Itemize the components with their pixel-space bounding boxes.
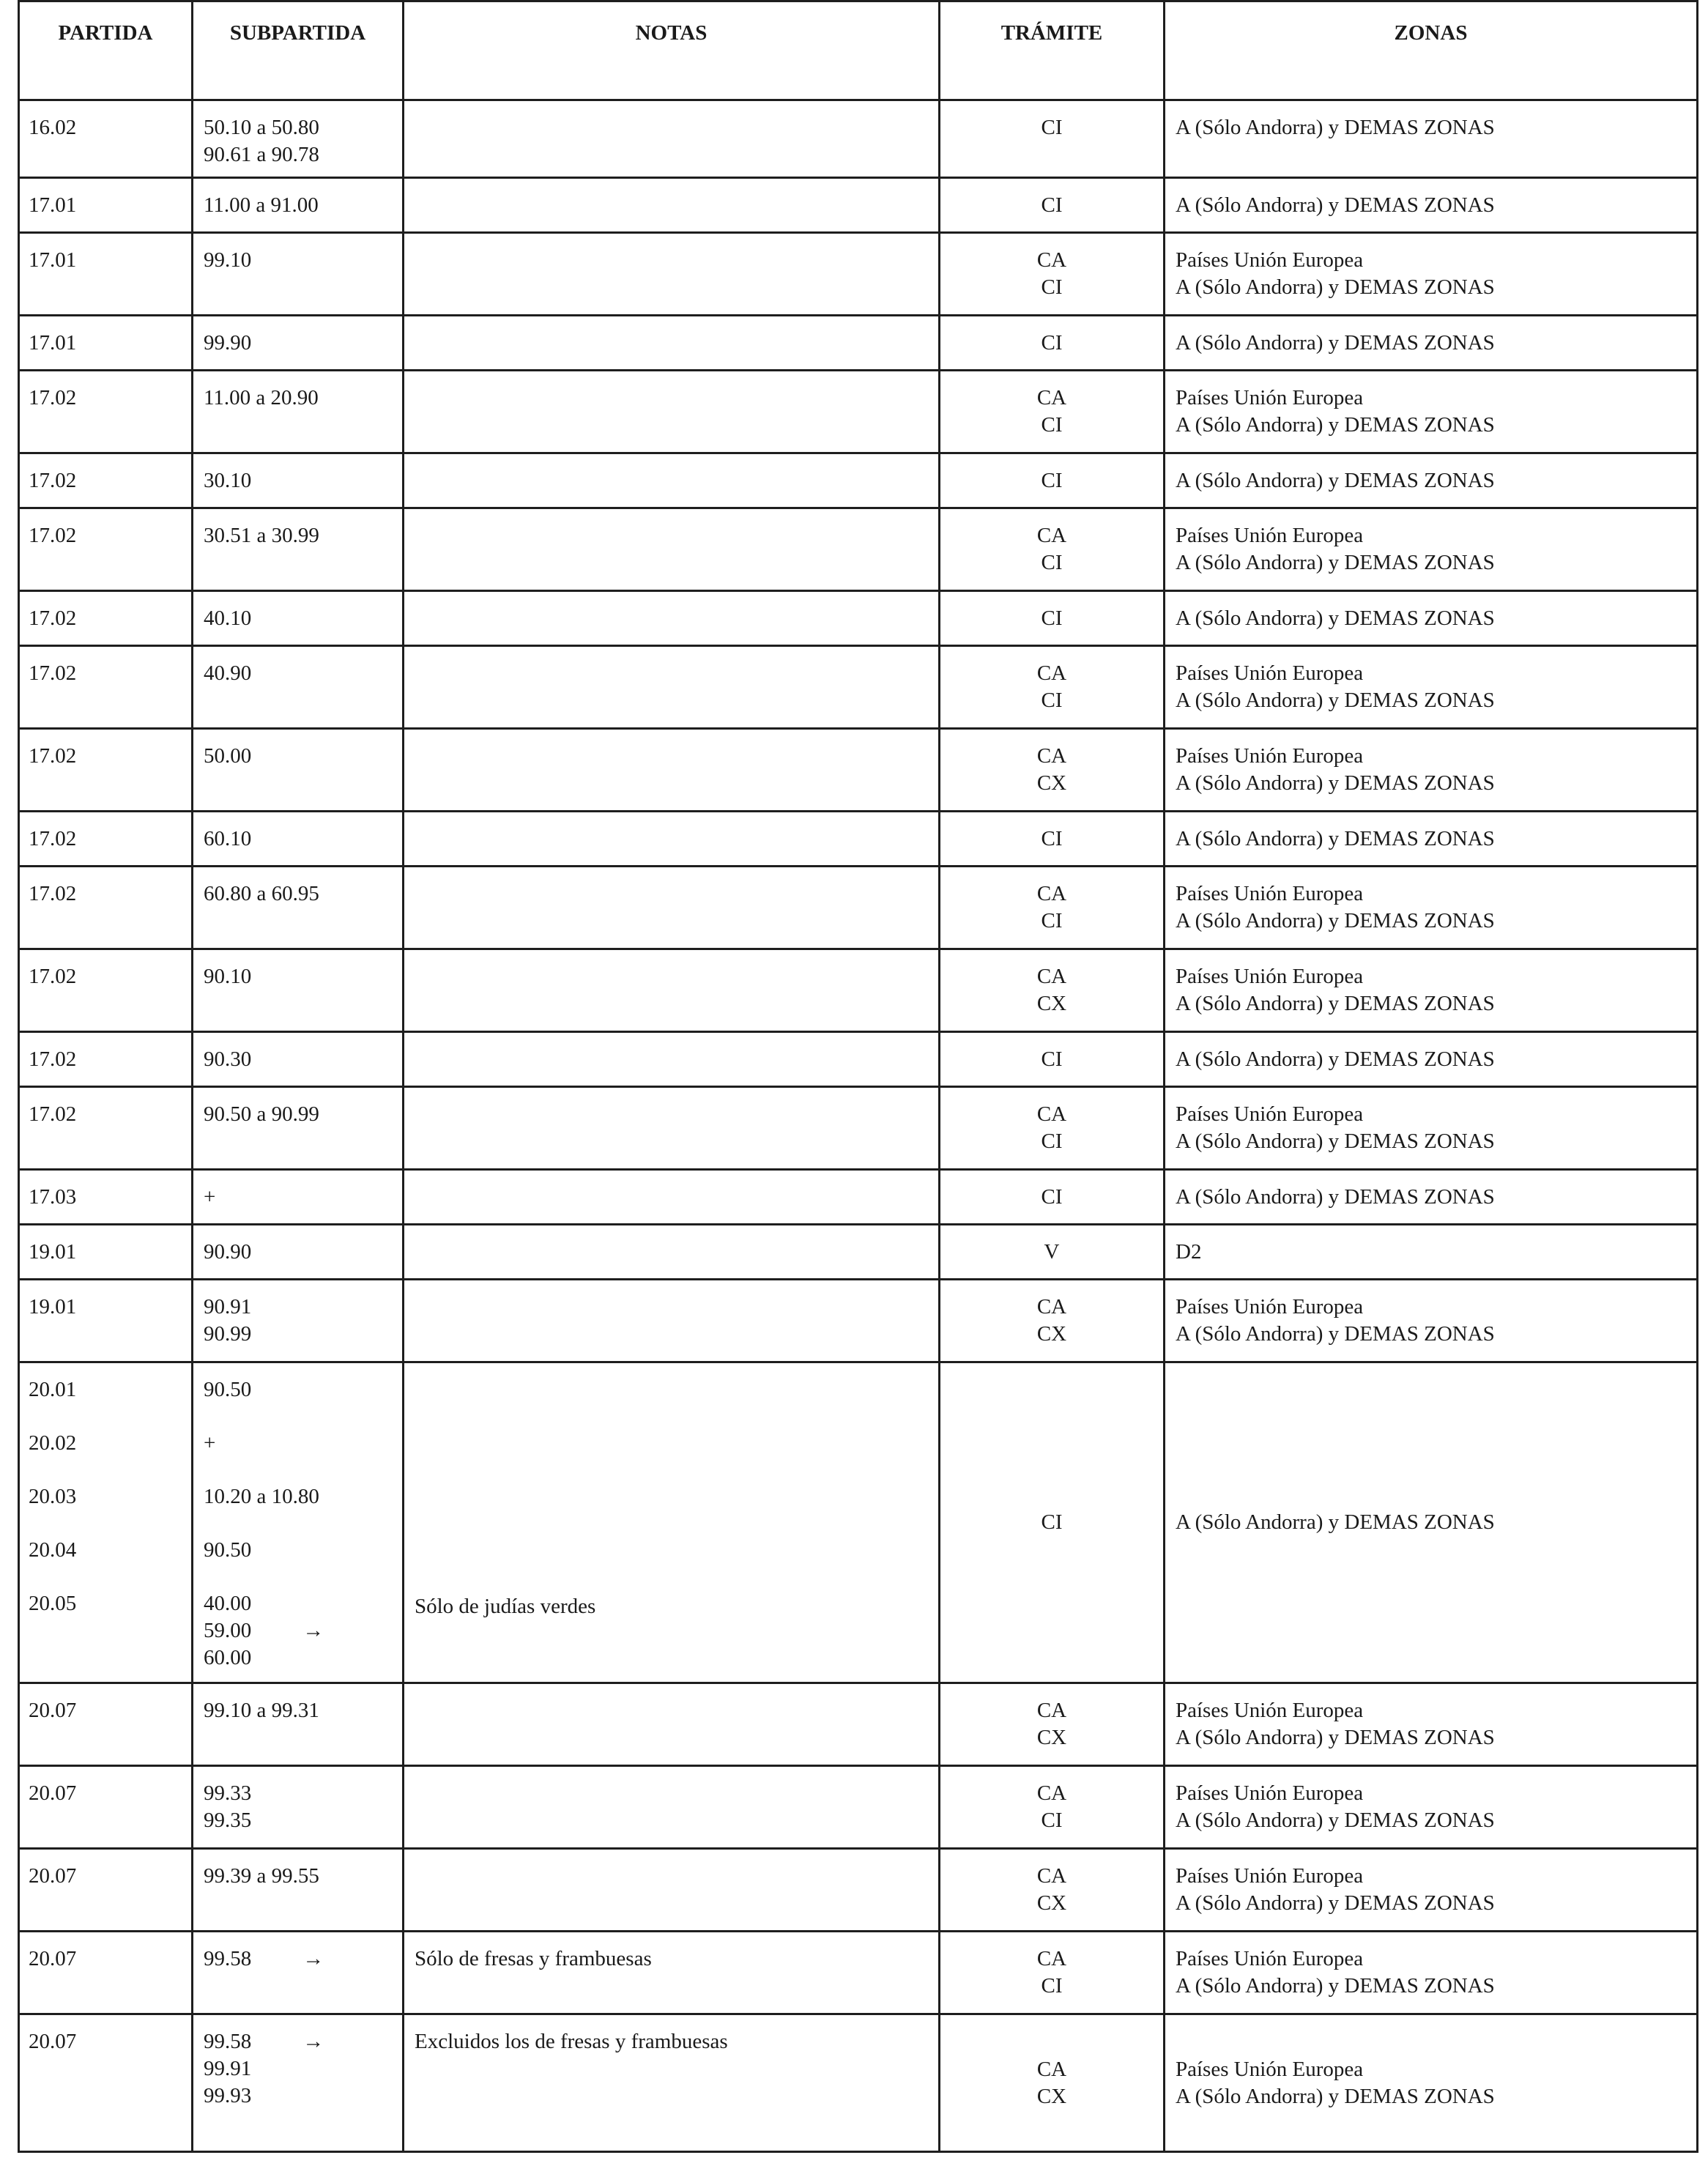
zonas-value: Países Unión Europea <box>1176 1947 1364 1970</box>
notas-spacer <box>415 1376 938 1593</box>
tramite-cell <box>940 508 1165 591</box>
zonas-cell <box>1165 729 1698 812</box>
zonas-value: D2 <box>1176 1240 1202 1264</box>
subpartida-cell <box>193 1766 404 1849</box>
tramite-cell <box>940 1766 1165 1849</box>
zonas-cell <box>1165 316 1698 371</box>
notas-cell: Sólo de fresas y frambuesas <box>404 1932 940 2014</box>
zonas-value: A (Sólo Andorra) y DEMAS ZONAS <box>1176 331 1495 355</box>
partida-cell: 17.02 <box>19 371 193 453</box>
subpartida-cell <box>193 100 404 178</box>
partida-cell: 19.01 <box>19 1280 193 1362</box>
notas-cell <box>404 867 940 949</box>
tramite-value: CA <box>1036 1864 1067 1888</box>
tramite-value: CI <box>1041 827 1063 850</box>
zonas-value: A (Sólo Andorra) y DEMAS ZONAS <box>1176 2085 1495 2108</box>
zonas-cell <box>1165 1087 1698 1170</box>
tramite-cell <box>940 1087 1165 1170</box>
partida-cell: 17.02 <box>19 812 193 867</box>
arrow-icon: → <box>302 1947 324 1970</box>
zonas-value: A (Sólo Andorra) y DEMAS ZONAS <box>1176 689 1495 712</box>
subpartida-cell <box>193 2014 404 2152</box>
notas-cell <box>404 1170 940 1225</box>
subpartida-cell <box>193 867 404 949</box>
zonas-cell <box>1165 1170 1698 1225</box>
subpartida-cell <box>193 729 404 812</box>
subpartida-cell <box>193 591 404 646</box>
subpartida-cell <box>193 233 404 316</box>
zonas-value: Países Unión Europea <box>1176 744 1364 768</box>
zonas-value: A (Sólo Andorra) y DEMAS ZONAS <box>1176 1185 1495 1209</box>
zonas-value: Países Unión Europea <box>1176 386 1364 409</box>
notas-value: Sólo de judías verdes <box>415 1595 596 1618</box>
subpartida-value: 90.10 <box>204 965 252 988</box>
tramite-value: CI <box>1041 1130 1063 1153</box>
notas-cell <box>404 100 940 178</box>
zonas-value: Países Unión Europea <box>1176 661 1364 685</box>
zonas-value: A (Sólo Andorra) y DEMAS ZONAS <box>1176 275 1495 299</box>
partida-cell: 20.07 <box>19 1849 193 1932</box>
zonas-value: A (Sólo Andorra) y DEMAS ZONAS <box>1176 1974 1495 1998</box>
subpartida-value: 99.33 <box>204 1781 252 1805</box>
subpartida-value: 90.61 a 90.78 <box>204 143 319 166</box>
subpartida-cell <box>193 812 404 867</box>
tramite-value: CA <box>1036 1102 1067 1126</box>
zonas-value: Países Unión Europea <box>1176 965 1364 988</box>
partida-cell: 17.02 <box>19 1032 193 1087</box>
tramite-cell <box>940 949 1165 1032</box>
tramite-value: CA <box>1036 1699 1067 1722</box>
subpartida-value: 90.50 <box>204 1538 252 1562</box>
tramite-value: CI <box>1041 689 1063 712</box>
notas-cell <box>404 1087 940 1170</box>
zonas-cell <box>1165 1766 1698 1849</box>
subpartida-value: 60.80 a 60.95 <box>204 882 319 905</box>
header-partida: PARTIDA <box>19 1 193 100</box>
zonas-value: A (Sólo Andorra) y DEMAS ZONAS <box>1176 413 1495 437</box>
zonas-value: A (Sólo Andorra) y DEMAS ZONAS <box>1176 551 1495 574</box>
tramite-cell <box>940 867 1165 949</box>
zonas-cell <box>1165 591 1698 646</box>
zonas-value: A (Sólo Andorra) y DEMAS ZONAS <box>1176 1809 1495 1832</box>
partida-value: 20.03 <box>29 1485 77 1508</box>
partida-cell: 17.02 <box>19 949 193 1032</box>
subpartida-value: 99.58 → <box>204 1946 402 1973</box>
subpartida-value: 99.39 a 99.55 <box>204 1864 319 1888</box>
partida-cell: 16.02 <box>19 100 193 178</box>
table-row <box>19 591 1698 646</box>
tramite-value: CI <box>1041 1974 1063 1998</box>
header-row <box>19 1 1698 100</box>
zonas-value: A (Sólo Andorra) y DEMAS ZONAS <box>1176 1891 1495 1915</box>
tramite-value: CA <box>1036 965 1067 988</box>
notas-cell <box>404 178 940 233</box>
subpartida-cell <box>193 1032 404 1087</box>
table-row <box>19 949 1698 1032</box>
subpartida-value: 40.10 <box>204 607 252 630</box>
notas-cell <box>404 1849 940 1932</box>
tramite-cell <box>940 2014 1165 2152</box>
tramite-cell <box>940 1032 1165 1087</box>
zonas-value: A (Sólo Andorra) y DEMAS ZONAS <box>1176 1726 1495 1749</box>
partida-cell: 20.07 <box>19 1766 193 1849</box>
zonas-value: Países Unión Europea <box>1176 1781 1364 1805</box>
partida-cell: 17.02 <box>19 867 193 949</box>
tramite-cell <box>940 178 1165 233</box>
tramite-cell <box>940 316 1165 371</box>
subpartida-value: 99.10 <box>204 248 252 272</box>
zonas-cell <box>1165 371 1698 453</box>
tramite-value: CI <box>1041 469 1063 492</box>
subpartida-cell <box>193 1849 404 1932</box>
zonas-value: A (Sólo Andorra) y DEMAS ZONAS <box>1176 1047 1495 1071</box>
zonas-cell <box>1165 2014 1698 2152</box>
subpartida-value: 60.00 <box>204 1646 252 1669</box>
subpartida-value: 40.90 <box>204 661 252 685</box>
subpartida-value: 99.93 <box>204 2084 252 2107</box>
subpartida-cell <box>193 1225 404 1280</box>
partida-cell: 17.02 <box>19 729 193 812</box>
tramite-cell <box>940 100 1165 178</box>
partida-cell: 20.07 <box>19 2014 193 2152</box>
notas-cell <box>404 1032 940 1087</box>
subpartida-value: + <box>204 1185 216 1209</box>
zonas-cell <box>1165 1849 1698 1932</box>
partida-cell: 17.01 <box>19 233 193 316</box>
partida-value: 20.02 <box>29 1431 77 1455</box>
subpartida-value: 40.00 <box>204 1592 252 1615</box>
table-row <box>19 1932 1698 2014</box>
zonas-value: A (Sólo Andorra) y DEMAS ZONAS <box>1176 909 1495 932</box>
subpartida-cell <box>193 371 404 453</box>
tramite-value: CA <box>1036 524 1067 547</box>
tramite-value: CA <box>1036 744 1067 768</box>
table-row-group <box>19 1362 1698 1683</box>
notas-cell <box>404 949 940 1032</box>
partida-cell: 17.02 <box>19 453 193 508</box>
notas-cell <box>404 646 940 729</box>
partida-cell: 17.02 <box>19 646 193 729</box>
table-row <box>19 867 1698 949</box>
header-zonas: ZONAS <box>1165 1 1698 100</box>
table-row <box>19 1170 1698 1225</box>
table-row <box>19 233 1698 316</box>
partida-cell: 20.07 <box>19 1683 193 1766</box>
zonas-value: Países Unión Europea <box>1176 1295 1364 1318</box>
table-row <box>19 316 1698 371</box>
header-notas: NOTAS <box>404 1 940 100</box>
zonas-value: A (Sólo Andorra) y DEMAS ZONAS <box>1176 827 1495 850</box>
zonas-value: A (Sólo Andorra) y DEMAS ZONAS <box>1176 116 1495 139</box>
subpartida-value: 90.99 <box>204 1322 252 1346</box>
tramite-value: CI <box>1041 193 1063 217</box>
table-row <box>19 453 1698 508</box>
tramite-value: CA <box>1036 1781 1067 1805</box>
zonas-value: A (Sólo Andorra) y DEMAS ZONAS <box>1176 469 1495 492</box>
tramite-cell <box>940 1280 1165 1362</box>
tramite-value: CI <box>1041 607 1063 630</box>
subpartida-cell <box>193 949 404 1032</box>
zonas-cell <box>1165 646 1698 729</box>
notas-cell <box>404 233 940 316</box>
subpartida-value: 99.91 <box>204 2057 252 2080</box>
partida-cell: 17.02 <box>19 1087 193 1170</box>
tramite-value: CI <box>1041 413 1063 437</box>
partida-value: 20.01 <box>29 1378 77 1401</box>
subpartida-value: 90.50 a 90.99 <box>204 1102 319 1126</box>
notas-cell <box>404 591 940 646</box>
subpartida-cell <box>193 1170 404 1225</box>
tramite-value: CI <box>1041 1047 1063 1071</box>
subpartida-value: 50.10 a 50.80 <box>204 116 319 139</box>
subpartida-value: 50.00 <box>204 744 252 768</box>
partida-cell: 17.01 <box>19 316 193 371</box>
partida-cell: 20.07 <box>19 1932 193 2014</box>
tramite-value: CI <box>1041 909 1063 932</box>
subpartida-cell <box>193 178 404 233</box>
subpartida-cell <box>193 1087 404 1170</box>
tramite-value: CA <box>1036 1947 1067 1970</box>
notas-cell <box>404 1280 940 1362</box>
tramite-cell: CI <box>940 1362 1165 1683</box>
table-row <box>19 646 1698 729</box>
partida-cell <box>19 1362 193 1683</box>
zonas-cell <box>1165 233 1698 316</box>
tramite-cell <box>940 453 1165 508</box>
partida-cell: 19.01 <box>19 1225 193 1280</box>
notas-cell <box>404 316 940 371</box>
subpartida-cell <box>193 508 404 591</box>
tramite-value: CX <box>1036 1726 1067 1749</box>
tramite-cell <box>940 729 1165 812</box>
table-row <box>19 508 1698 591</box>
zonas-value: Países Unión Europea <box>1176 524 1364 547</box>
subpartida-cell <box>193 1932 404 2014</box>
subpartida-value: 90.50 <box>204 1378 252 1401</box>
tramite-value: CI <box>1041 275 1063 299</box>
notas-cell <box>404 1683 940 1766</box>
tramite-value: V <box>1044 1240 1060 1264</box>
subpartida-value: 90.90 <box>204 1240 252 1264</box>
tramite-value: CA <box>1036 1295 1067 1318</box>
tramite-value: CX <box>1036 2085 1067 2108</box>
table-row <box>19 178 1698 233</box>
zonas-cell <box>1165 100 1698 178</box>
tramite-cell <box>940 233 1165 316</box>
tramite-cell <box>940 1170 1165 1225</box>
tramite-cell <box>940 646 1165 729</box>
tramite-value: CX <box>1036 1322 1067 1346</box>
tramite-cell <box>940 1932 1165 2014</box>
tramite-value: CX <box>1036 992 1067 1015</box>
notas-cell <box>404 371 940 453</box>
zonas-cell <box>1165 867 1698 949</box>
tramite-value: CA <box>1036 661 1067 685</box>
table-row <box>19 1032 1698 1087</box>
table-row <box>19 1087 1698 1170</box>
table-body <box>19 100 1698 2152</box>
subpartida-value: 99.35 <box>204 1809 252 1832</box>
header-subpartida: SUBPARTIDA <box>193 1 404 100</box>
zonas-cell <box>1165 453 1698 508</box>
table-row <box>19 1280 1698 1362</box>
partida-value: 20.05 <box>29 1592 77 1615</box>
subpartida-value: 59.00 → <box>204 1617 402 1644</box>
subpartida-value: 99.90 <box>204 331 252 355</box>
zonas-value: Países Unión Europea <box>1176 1699 1364 1722</box>
zonas-value: A (Sólo Andorra) y DEMAS ZONAS <box>1176 992 1495 1015</box>
subpartida-value: 11.00 a 91.00 <box>204 193 319 217</box>
arrow-icon: → <box>302 2030 324 2053</box>
subpartida-value: 10.20 a 10.80 <box>204 1485 319 1508</box>
tramite-value: CA <box>1036 386 1067 409</box>
subpartida-cell <box>193 646 404 729</box>
header-tramite: TRÁMITE <box>940 1 1165 100</box>
table-row <box>19 1225 1698 1280</box>
notas-cell <box>404 1225 940 1280</box>
zonas-cell <box>1165 1280 1698 1362</box>
tramite-value: CI <box>1041 1185 1063 1209</box>
partida-cell: 17.01 <box>19 178 193 233</box>
partida-cell: 17.03 <box>19 1170 193 1225</box>
tramite-value: CI <box>1041 331 1063 355</box>
table-row <box>19 1766 1698 1849</box>
subpartida-value: 30.10 <box>204 469 252 492</box>
table-row <box>19 729 1698 812</box>
tramite-cell <box>940 371 1165 453</box>
tramite-cell <box>940 812 1165 867</box>
subpartida-value: 11.00 a 20.90 <box>204 386 319 409</box>
subpartida-value: 99.58 → <box>204 2028 402 2055</box>
zonas-cell <box>1165 178 1698 233</box>
subpartida-cell <box>193 1683 404 1766</box>
table-row <box>19 371 1698 453</box>
tramite-value: CA <box>1036 248 1067 272</box>
subpartida-cell <box>193 316 404 371</box>
tramite-value: CX <box>1036 771 1067 795</box>
tramite-value: CI <box>1041 116 1063 139</box>
zonas-cell: A (Sólo Andorra) y DEMAS ZONAS <box>1165 1362 1698 1683</box>
partida-value: 20.04 <box>29 1538 77 1562</box>
tramite-value: CX <box>1036 1891 1067 1915</box>
subpartida-value: 90.30 <box>204 1047 252 1071</box>
zonas-value: Países Unión Europea <box>1176 1864 1364 1888</box>
subpartida-value: 60.10 <box>204 827 252 850</box>
table-row <box>19 812 1698 867</box>
zonas-value: Países Unión Europea <box>1176 1102 1364 1126</box>
zonas-value: A (Sólo Andorra) y DEMAS ZONAS <box>1176 771 1495 795</box>
table-row <box>19 1849 1698 1932</box>
zonas-cell <box>1165 812 1698 867</box>
tramite-value: CA <box>1036 882 1067 905</box>
partida-cell: 17.02 <box>19 591 193 646</box>
arrow-icon: → <box>302 1619 324 1642</box>
notas-cell <box>404 453 940 508</box>
notas-cell: Excluidos los de fresas y frambuesas <box>404 2014 940 2152</box>
subpartida-cell <box>193 1362 404 1683</box>
zonas-value: A (Sólo Andorra) y DEMAS ZONAS <box>1176 193 1495 217</box>
zonas-value: A (Sólo Andorra) y DEMAS ZONAS <box>1176 1130 1495 1153</box>
tramite-value: CI <box>1041 551 1063 574</box>
zonas-cell <box>1165 1683 1698 1766</box>
zonas-value: A (Sólo Andorra) y DEMAS ZONAS <box>1176 1322 1495 1346</box>
notas-cell <box>404 812 940 867</box>
subpartida-value: 99.10 a 99.31 <box>204 1699 319 1722</box>
notas-cell <box>404 729 940 812</box>
table-row <box>19 100 1698 178</box>
tramite-value: CI <box>1041 1809 1063 1832</box>
subpartida-value: 30.51 a 30.99 <box>204 524 319 547</box>
tramite-cell <box>940 1683 1165 1766</box>
subpartida-value: + <box>204 1431 216 1455</box>
subpartida-cell <box>193 453 404 508</box>
zonas-cell <box>1165 1032 1698 1087</box>
zonas-value: Países Unión Europea <box>1176 2058 1364 2081</box>
zonas-cell <box>1165 1932 1698 2014</box>
table-row <box>19 2014 1698 2152</box>
notas-cell <box>404 1766 940 1849</box>
partida-cell: 17.02 <box>19 508 193 591</box>
tramite-cell <box>940 591 1165 646</box>
tramite-cell <box>940 1225 1165 1280</box>
zonas-cell <box>1165 949 1698 1032</box>
notas-cell <box>404 1362 940 1683</box>
zonas-value: Países Unión Europea <box>1176 882 1364 905</box>
zonas-value: Países Unión Europea <box>1176 248 1364 272</box>
tariff-table <box>18 0 1698 2153</box>
zonas-cell <box>1165 508 1698 591</box>
notas-cell <box>404 508 940 591</box>
subpartida-cell <box>193 1280 404 1362</box>
tramite-cell <box>940 1849 1165 1932</box>
table-row <box>19 1683 1698 1766</box>
tramite-value: CA <box>1036 2058 1067 2081</box>
zonas-cell <box>1165 1225 1698 1280</box>
zonas-value: A (Sólo Andorra) y DEMAS ZONAS <box>1176 607 1495 630</box>
subpartida-value: 90.91 <box>204 1295 252 1318</box>
